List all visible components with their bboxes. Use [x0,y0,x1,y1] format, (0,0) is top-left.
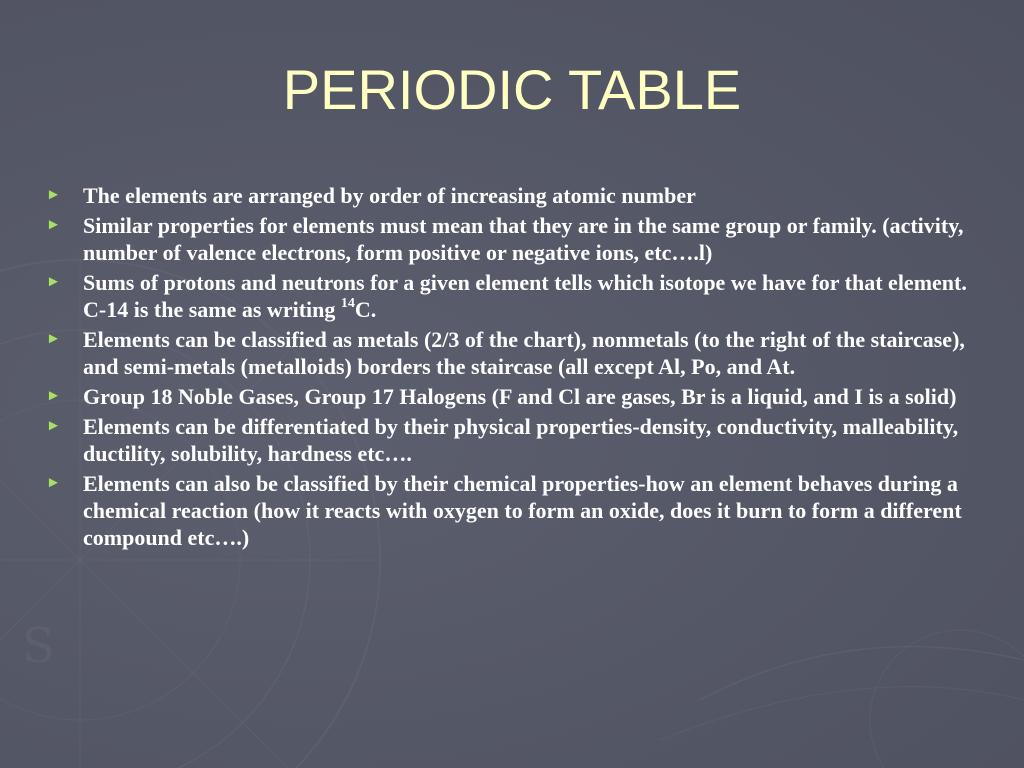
slide-title: PERIODIC TABLE [282,58,742,121]
bullet-list [46,182,986,554]
triangle-right-icon: ► [46,217,61,233]
triangle-right-icon: ► [46,187,61,203]
bullet-item [46,212,986,266]
bullet-item [46,182,986,209]
bullet-text: Group 18 Noble Gases, Group 17 Halogens (F and Cl are gases, Br is a liquid, and I is a solid) [83,384,957,409]
triangle-right-icon: ► [46,418,61,434]
bullet-text: Elements can be differentiated by their physical properties-density, conductivity, malleability, ductility, solubility, hardness etc…. [83,414,959,466]
bullet-item [46,470,986,551]
bullet-text: Similar properties for elements must mean that they are in the same group or family. (activity, number of valence electrons, form positive or negative ions, etc….l) [83,213,964,265]
triangle-right-icon: ► [46,388,61,404]
bullet-item [46,383,986,410]
bullet-text: Elements can also be classified by their chemical properties-how an element behaves during a chemical reaction (how it reacts with oxygen to form an oxide, does it burn to form a different compound etc….) [83,471,962,550]
triangle-right-icon: ► [46,475,61,491]
bullet-text: The elements are arranged by order of increasing atomic number [83,183,696,208]
isotope-mass-superscript: 14 [340,295,355,311]
bullet-text: Elements can be classified as metals (2/3 of the chart), nonmetals (to the right of the staircase), and semi-metals (metalloids) borders the staircase (all except Al, Po, and At. [83,327,965,379]
bullet-text: Sums of protons and neutrons for a given element tells which isotope we have for that element. C-14 is the same as writing [83,270,967,322]
bullet-item [46,413,986,467]
bullet-item [46,326,986,380]
bullet-item [46,269,986,323]
triangle-right-icon: ► [46,274,61,290]
svg-text:S: S [22,618,55,674]
triangle-right-icon: ► [46,331,61,347]
bullet-text-end: C. [354,297,377,322]
